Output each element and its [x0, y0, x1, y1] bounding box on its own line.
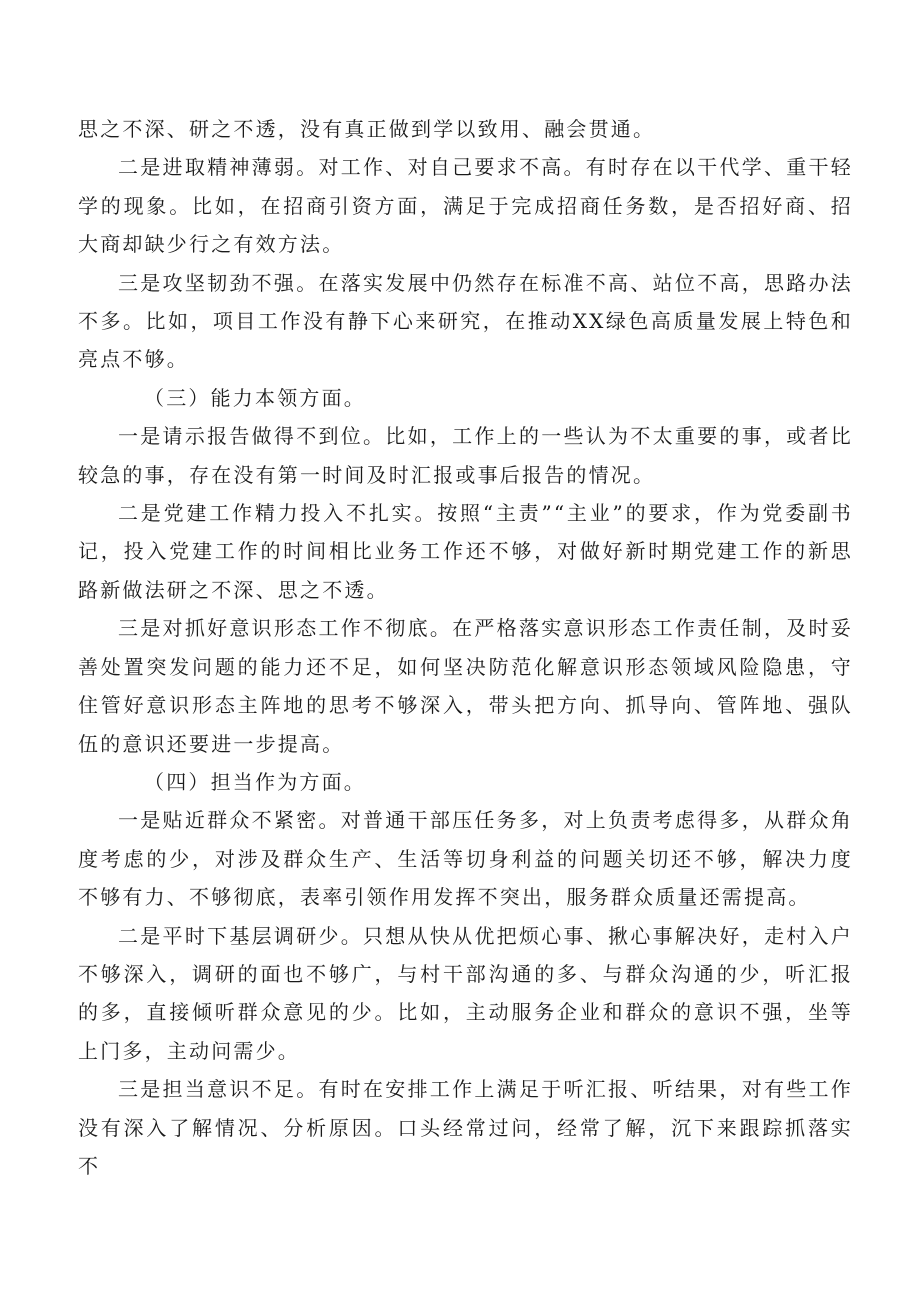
paragraph-accountability: 三是担当意识不足。有时在安排工作上满足于听汇报、听结果，对有些工作没有深入了解情况、分析原因。口头经常过问，经常了解，沉下来跟踪抓落实不 [78, 1077, 853, 1178]
paragraph-enterprising-spirit: 二是进取精神薄弱。对工作、对自己要求不高。有时存在以干代学、重干轻学的现象。比如，在招商引资方面，满足于完成招商任务数，是否招好商、招大商却缺少行之有效方法。 [78, 155, 853, 257]
document-body [78, 110, 853, 1185]
section-heading-responsibility: （四）担当作为方面。 [144, 769, 366, 794]
section-heading-ability: （三）能力本领方面。 [144, 385, 366, 410]
paragraph-continuation: 思之不深、研之不透，没有真正做到学以致用、融会贯通。 [78, 117, 656, 141]
paragraph-grassroots-research: 二是平时下基层调研少。只想从快从优把烦心事、揪心事解决好，走村入户不够深入，调研的面也不够广，与村干部沟通的多、与群众沟通的少，听汇报的多，直接倾听群众意见的少。比如，主动服务企业和群众的意识不强，坐等上门多，主动问需少。 [78, 923, 853, 1063]
paragraph-reporting: 一是请示报告做得不到位。比如，工作上的一些认为不太重要的事，或者比较急的事，存在没有第一时间及时汇报或事后报告的情况。 [78, 424, 853, 487]
paragraph-close-to-masses: 一是贴近群众不紧密。对普通干部压任务多，对上负责考虑得多，从群众角度考虑的少，对涉及群众生产、生活等切身利益的问题关切还不够，解决力度不够有力、不够彻底，表率引领作用发挥不突出，服务群众质量还需提高。 [78, 808, 853, 910]
paragraph-party-building: 二是党建工作精力投入不扎实。按照“主责”“主业”的要求，作为党委副书记，投入党建工作的时间相比业务工作还不够，对做好新时期党建工作的新思路新做法研之不深、思之不透。 [78, 501, 853, 602]
paragraph-perseverance: 三是攻坚韧劲不强。在落实发展中仍然存在标准不高、站位不高，思路办法不多。比如，项目工作没有静下心来研究，在推动XX绿色高质量发展上特色和亮点不够。 [78, 270, 853, 372]
paragraph-ideology: 三是对抓好意识形态工作不彻底。在严格落实意识形态工作责任制，及时妥善处置突发问题的能力还不足，如何坚决防范化解意识形态领域风险隐患，守住管好意识形态主阵地的思考不够深入，带头把方向、抓导向、管阵地、强队伍的意识还要进一步提高。 [78, 616, 853, 756]
